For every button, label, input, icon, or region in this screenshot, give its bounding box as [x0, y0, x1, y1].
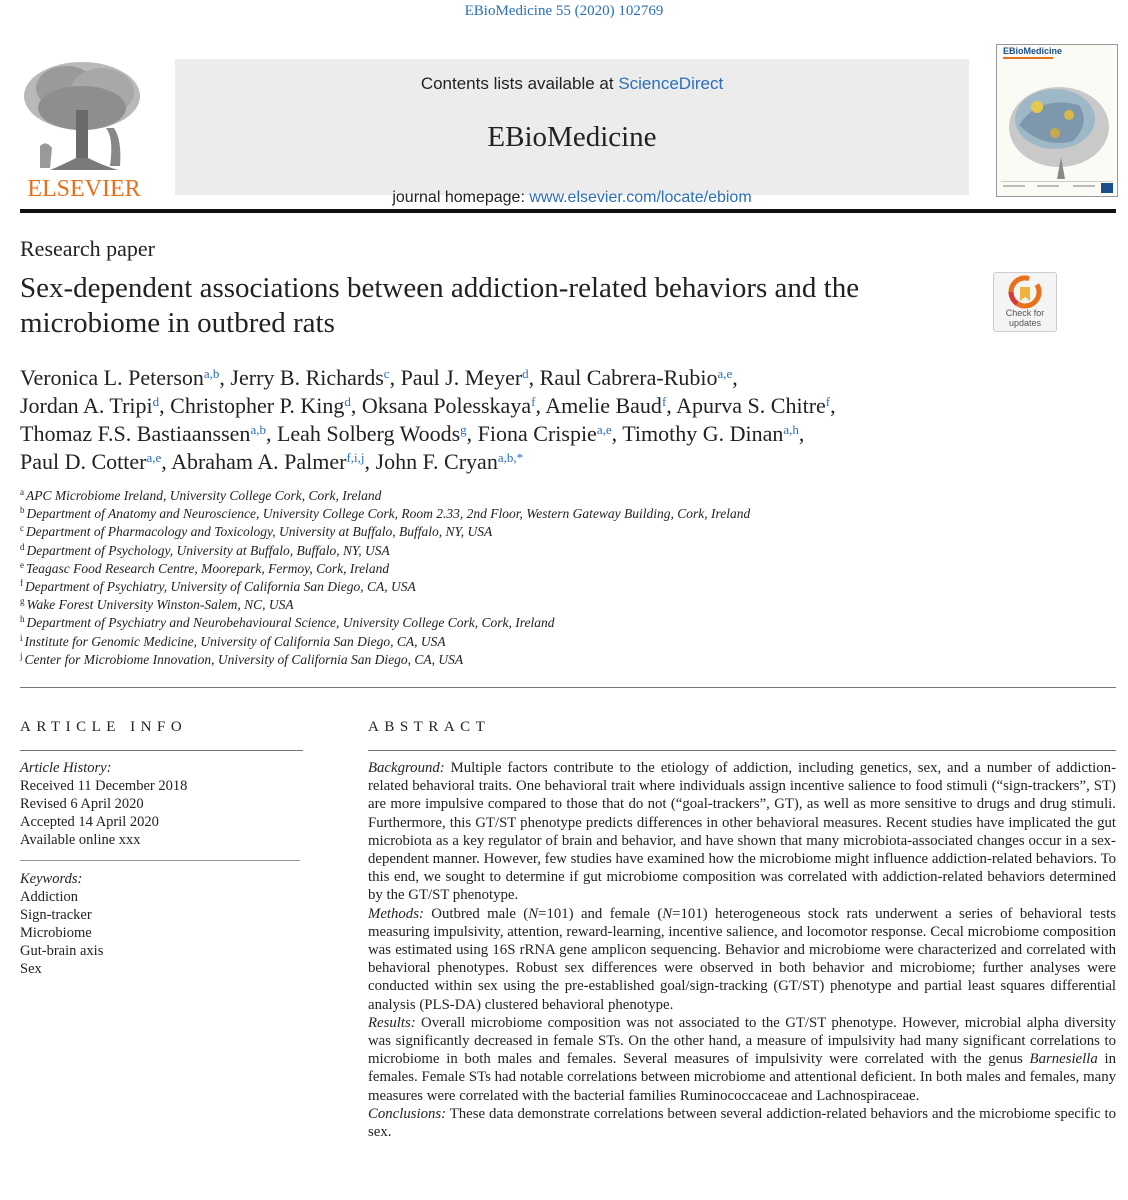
cover-title: EBioMedicine: [1003, 46, 1063, 56]
affiliation-text: Center for Microbiome Innovation, University of California San Diego, CA, USA: [24, 651, 464, 667]
journal-title: EBioMedicine: [487, 121, 657, 153]
author-name[interactable]: Oksana Polesskaya: [361, 393, 532, 418]
author-affiliation-marker[interactable]: g: [460, 422, 467, 437]
affiliation-text: Institute for Genomic Medicine, University of California San Diego, CA, USA: [24, 633, 446, 649]
methods-text-1: Outbred male (: [423, 905, 529, 922]
affiliation-item: [20, 542, 1110, 560]
affiliation-key: j: [20, 650, 23, 661]
author-affiliation-marker[interactable]: d: [152, 394, 160, 409]
history-list: [20, 777, 300, 849]
affiliation-item: [20, 487, 1110, 505]
author-affiliation-marker[interactable]: a,h: [783, 422, 799, 437]
results-genus: Barnesiella: [1029, 1051, 1098, 1068]
affiliation-text: Teagasc Food Research Centre, Moorepark, Fermoy, Cork, Ireland: [26, 560, 390, 576]
keywords-label: Keywords:: [20, 871, 83, 887]
keywords-list: [20, 888, 300, 978]
affiliation-item: [20, 560, 1110, 578]
author-name[interactable]: Jordan A. Tripi: [20, 393, 153, 418]
author-affiliation-marker[interactable]: a,b,*: [497, 450, 524, 465]
author-name[interactable]: Paul J. Meyer: [400, 365, 523, 390]
history-label: Article History:: [20, 760, 112, 776]
publisher-name: ELSEVIER: [27, 176, 141, 200]
author-affiliation-marker[interactable]: a,e: [596, 422, 612, 437]
abstract-results: [368, 1014, 1116, 1105]
author-separator: ,: [364, 449, 376, 474]
affiliation-item: [20, 523, 1110, 541]
author-name[interactable]: Fiona Crispie: [477, 421, 597, 446]
methods-text-3: =101) heterogeneous stock rats underwent a series of behavioral tests measuring impulsivity, attention, reward-learning, incentive salience, and locomotor response. Cecal microbiome composition was estimated using 16S rRNA gene amplicon sequencing. Behavior and microbiome were characterized and correlated with behavioral phenotypes. Robust sex differences were observed in both behavior and microbiome; further analyses were conducted within sex using the pre-established goal/sign-tracking (GT/ST) phenotype and partial least squares differential analysis (PLS-DA) clustered behavioral phenotype.: [368, 905, 1116, 1013]
abstract-conclusions: [368, 1105, 1116, 1141]
affiliation-item: [20, 578, 1110, 596]
affiliation-key: h: [20, 614, 25, 625]
header-rule: [20, 209, 1116, 213]
author-separator: ,: [161, 449, 172, 474]
affiliation-item: [20, 633, 1110, 651]
keyword-item[interactable]: Gut-brain axis: [20, 943, 104, 959]
methods-n-female: N: [662, 905, 673, 922]
results-text-1: Overall microbiome composition was not associated to the GT/ST phenotype. However, microbial alpha diversity was significantly decreased in female STs. On the other hand, a measure of impulsivity had many significant correlations to microbiome in both males and females. Several measures of impulsivity were correlated with the genus: [368, 1014, 1116, 1068]
history-item: Received 11 December 2018: [20, 778, 188, 794]
author-separator: ,: [535, 393, 546, 418]
article-info-rule: [20, 750, 303, 751]
article-title: Sex-dependent associations between addiction-related behaviors and the microbiome in outbred rats: [20, 272, 860, 339]
abstract-rule: [368, 750, 1116, 751]
history-item: Available online xxx: [20, 832, 141, 848]
article-type: Research paper: [20, 236, 155, 261]
affiliation-text: Department of Pharmacology and Toxicology, University at Buffalo, Buffalo, NY, USA: [26, 524, 493, 540]
author-name[interactable]: Paul D. Cotter: [20, 449, 147, 474]
author-name[interactable]: Apurva S. Chitre: [676, 393, 826, 418]
keyword-item[interactable]: Sign-tracker: [20, 907, 92, 923]
author-name[interactable]: Thomaz F.S. Bastiaanssen: [20, 421, 251, 446]
section-divider: [20, 687, 1116, 688]
methods-label: Methods:: [368, 905, 424, 922]
homepage-line: [175, 189, 969, 207]
journal-cover-thumbnail[interactable]: [996, 44, 1118, 197]
abstract-methods: [368, 905, 1116, 1014]
journal-header: [20, 44, 1116, 210]
author-affiliation-marker[interactable]: d: [522, 366, 529, 381]
cover-image: [997, 45, 1117, 196]
conclusions-text: These data demonstrate correlations between several addiction-related behaviors and the microbiome specific to sex.: [368, 1105, 1116, 1141]
homepage-link[interactable]: www.elsevier.com/locate/ebiom: [529, 189, 752, 206]
results-label: Results:: [368, 1014, 416, 1031]
affiliation-item: [20, 614, 1110, 632]
author-name[interactable]: Veronica L. Peterson: [20, 365, 204, 390]
background-text: Multiple factors contribute to the etiology of addiction, including genetics, sex, and a number of addiction-related behavioral traits. One behavioral trait where individuals assign incentive salience to food stimuli (“sign-trackers”, ST) are more impulsive compared to those that do not (“goal-trackers”, GT), as well as more sensitive to drugs and drug stimuli. Furthermore, this GT/ST phenotype predicts differences in other behavioral measures. Recent studies have implicated the gut microbiota as a key regulator of brain and behavior, and have shown that many microbiota-associated changes occur in a sex-dependent manner. However, few studies have examined how the microbiome might influence addiction-related behaviors. To this end, we sought to determine if gut microbiome composition was correlated with addiction-related behaviors determined by the GT/ST phenotype.: [368, 760, 1116, 904]
author-name[interactable]: Abraham A. Palmer: [171, 449, 347, 474]
affiliation-key: e: [20, 559, 24, 570]
author-affiliation-marker[interactable]: a,b: [250, 422, 266, 437]
abstract-background: [368, 759, 1116, 905]
check-updates-icon: [994, 273, 1056, 313]
author-name[interactable]: Jerry B. Richards: [230, 365, 384, 390]
abstract-heading: ABSTRACT: [368, 719, 491, 735]
article-info-heading: ARTICLE INFO: [20, 719, 188, 735]
author-separator: ,: [528, 365, 540, 390]
author-affiliation-marker[interactable]: f,i,j: [346, 450, 365, 465]
affiliation-key: f: [20, 578, 23, 589]
affiliation-text: Wake Forest University Winston-Salem, NC, USA: [26, 597, 294, 613]
affiliation-text: Department of Anatomy and Neuroscience, University College Cork, Room 2.33, 2nd Floor, Western Gateway Building, Cork, Ireland: [26, 506, 751, 522]
journal-banner: [175, 59, 969, 206]
journal-reference[interactable]: EBioMedicine 55 (2020) 102769: [464, 3, 664, 19]
author-name[interactable]: Amelie Baud: [545, 393, 662, 418]
affiliation-text: Department of Psychology, University at Buffalo, Buffalo, NY, USA: [26, 542, 390, 558]
author-name[interactable]: John F. Cryan: [375, 449, 498, 474]
author-separator: ,: [830, 393, 836, 418]
history-item: Revised 6 April 2020: [20, 796, 144, 812]
keyword-item[interactable]: Sex: [20, 961, 42, 977]
keywords-rule: [20, 860, 300, 861]
methods-n-male: N: [528, 905, 539, 922]
affiliation-key: b: [20, 505, 25, 516]
author-name[interactable]: Leah Solberg Woods: [276, 421, 461, 446]
author-separator: ,: [389, 365, 401, 390]
author-separator: ,: [611, 421, 623, 446]
affiliation-list: [20, 487, 1110, 669]
author-separator: ,: [265, 421, 277, 446]
sciencedirect-link[interactable]: ScienceDirect: [618, 74, 724, 93]
author-separator: ,: [159, 393, 171, 418]
keyword-item[interactable]: Microbiome: [20, 925, 92, 941]
affiliation-key: i: [20, 632, 23, 643]
author-separator: ,: [466, 421, 478, 446]
author-name[interactable]: Timothy G. Dinan: [622, 421, 784, 446]
methods-text-2: =101) and female (: [538, 905, 663, 922]
author-separator: ,: [732, 365, 738, 390]
affiliation-key: d: [20, 541, 25, 552]
results-text-2: in females. Female STs had notable correlations between microbiome and attentional deficient. In both males and females, many measures were correlated with the bacterial families Ruminococcaceae and Lachnospiraceae.: [368, 1051, 1116, 1104]
conclusions-label: Conclusions:: [368, 1105, 447, 1122]
keyword-item[interactable]: Addiction: [20, 889, 78, 905]
contents-line: [175, 74, 969, 94]
check-updates-label: Check for updates: [1005, 308, 1045, 328]
author-list: [20, 364, 1110, 476]
author-affiliation-marker[interactable]: d: [344, 394, 351, 409]
author-affiliation-marker[interactable]: a,e: [146, 450, 162, 465]
history-item: Accepted 14 April 2020: [20, 814, 159, 830]
author-separator: ,: [666, 393, 677, 418]
author-affiliation-marker[interactable]: a,e: [717, 366, 733, 381]
affiliation-item: [20, 505, 1110, 523]
author-separator: ,: [219, 365, 231, 390]
abstract-body: [368, 759, 1116, 1141]
author-affiliation-marker[interactable]: f: [825, 394, 831, 409]
author-separator: ,: [798, 421, 805, 446]
affiliation-item: [20, 596, 1110, 614]
contents-prefix: Contents lists available at: [420, 74, 619, 93]
elsevier-tree-logo[interactable]: [20, 58, 148, 200]
check-for-updates-button[interactable]: [993, 272, 1057, 332]
author-affiliation-marker[interactable]: c: [383, 366, 390, 381]
author-affiliation-marker[interactable]: f: [661, 394, 667, 409]
affiliation-text: APC Microbiome Ireland, University College Cork, Cork, Ireland: [26, 488, 382, 503]
background-label: Background:: [368, 760, 445, 776]
affiliation-text: Department of Psychiatry, University of California San Diego, CA, USA: [25, 579, 416, 595]
affiliation-key: a: [20, 487, 24, 497]
affiliation-key: g: [20, 596, 25, 607]
affiliation-item: [20, 651, 1110, 669]
article-info: [20, 759, 300, 978]
author-name[interactable]: Raul Cabrera-Rubio: [539, 365, 718, 390]
author-affiliation-marker[interactable]: f: [531, 394, 536, 409]
author-name[interactable]: Christopher P. King: [170, 393, 345, 418]
affiliation-text: Department of Psychiatry and Neurobehavioural Science, University College Cork, Cork, Ireland: [26, 615, 555, 631]
affiliation-key: c: [20, 523, 24, 534]
author-separator: ,: [350, 393, 362, 418]
author-affiliation-marker[interactable]: a,b: [203, 366, 220, 381]
homepage-prefix: journal homepage:: [392, 189, 530, 206]
